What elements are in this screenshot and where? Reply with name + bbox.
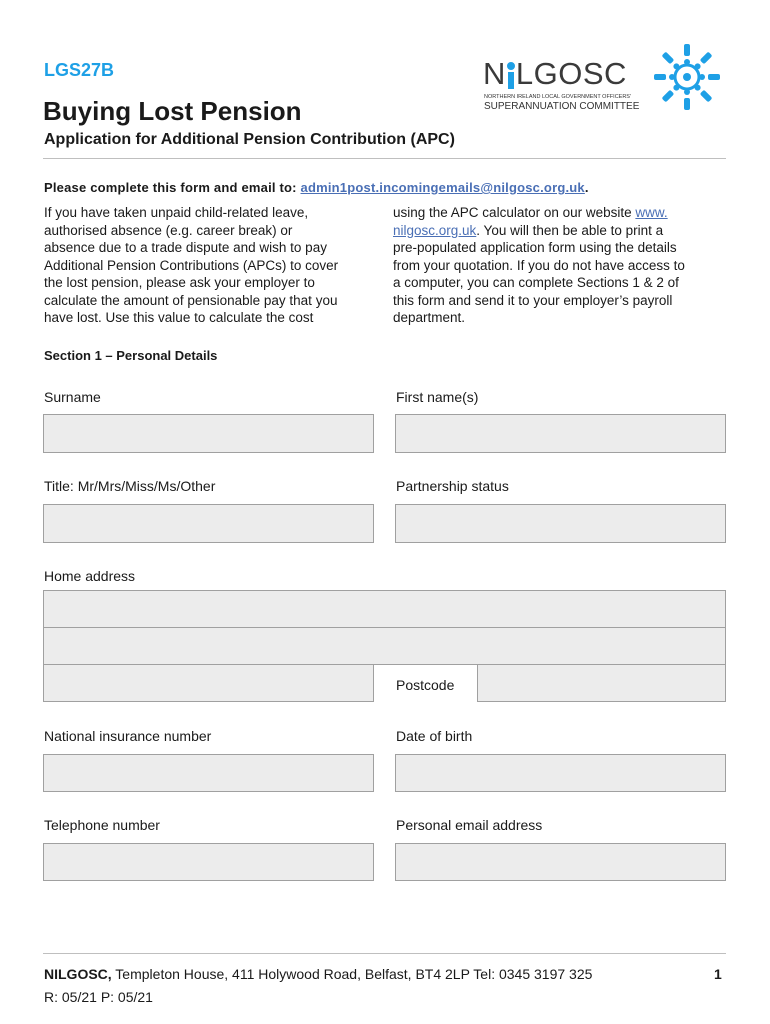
- address-line-1-field[interactable]: [43, 590, 726, 628]
- first-names-label: First name(s): [396, 389, 479, 405]
- submit-email-link[interactable]: admin1post.incomingemails@nilgosc.org.uk: [300, 180, 585, 195]
- people-circle-icon: [648, 40, 726, 112]
- section-1-heading: Section 1 – Personal Details: [44, 348, 218, 363]
- logo-tagline-2: SUPERANNUATION COMMITTEE: [484, 101, 640, 112]
- logo-i-icon: [506, 61, 516, 91]
- website-link[interactable]: www.: [635, 205, 668, 220]
- dob-field[interactable]: [395, 754, 726, 792]
- logo-word: LGOSC: [515, 56, 627, 91]
- home-address-label: Home address: [44, 568, 136, 584]
- telephone-field[interactable]: [43, 843, 374, 881]
- logo-tagline: NORTHERN IRELAND LOCAL GOVERNMENT OFFICERS': [484, 94, 632, 100]
- partnership-label: Partnership status: [396, 478, 509, 494]
- form-code: LGS27B: [44, 60, 115, 80]
- page-subtitle: Application for Additional Pension Contribution (APC): [44, 131, 455, 148]
- postcode-field[interactable]: [477, 664, 726, 702]
- surname-field[interactable]: [43, 414, 374, 453]
- footer-address: NILGOSC, Templeton House, 411 Holywood Road, Belfast, BT4 2LP Tel: 0345 3197 325: [44, 966, 593, 982]
- footer-revision: R: 05/21 P: 05/21: [44, 989, 153, 1005]
- nilgosc-logo: [480, 38, 730, 118]
- title-label: Title: Mr/Mrs/Miss/Ms/Other: [44, 478, 216, 494]
- email-label: Personal email address: [396, 817, 543, 833]
- first-names-field[interactable]: [395, 414, 726, 453]
- ni-number-field[interactable]: [43, 754, 374, 792]
- ni-number-label: National insurance number: [44, 728, 212, 744]
- header-divider: [43, 158, 726, 159]
- website-link-cont[interactable]: nilgosc.org.uk: [393, 222, 477, 238]
- page-title: Buying Lost Pension: [43, 96, 302, 126]
- instructions-lead: Please complete this form and email to: admin1post.incomingemails@nilgosc.org.uk.: [44, 180, 589, 195]
- address-line-3-field[interactable]: [43, 664, 374, 702]
- dob-label: Date of birth: [396, 728, 473, 744]
- address-line-2-field[interactable]: [43, 627, 726, 665]
- email-field[interactable]: [395, 843, 726, 881]
- telephone-label: Telephone number: [44, 817, 160, 833]
- instructions-col-1: If you have taken unpaid child-related leave, authorised absence (e.g. career break) or absence due to a trade dispute and wish to pay Additional Pension Contributions (APCs) to cover the lost pension, please ask your employer to calculate the amount of pensionable pay that you have lost. Use this value to calculate the cost: [44, 205, 339, 325]
- postcode-label: Postcode: [396, 677, 455, 693]
- instructions-col-2: using the APC calculator on our website www. nilgosc.org.uk. You will then be able to print a pre-populated application form using the details from your quotation. If you do not have access to a computer, you can complete Sections 1 & 2 of this form and send it to your employer’s payroll department.: [393, 205, 685, 325]
- title-field[interactable]: [43, 504, 374, 543]
- surname-label: Surname: [44, 389, 101, 405]
- logo-letter-n: N: [483, 56, 506, 91]
- footer-divider: [43, 953, 726, 954]
- page-number: 1: [714, 966, 722, 982]
- partnership-field[interactable]: [395, 504, 726, 543]
